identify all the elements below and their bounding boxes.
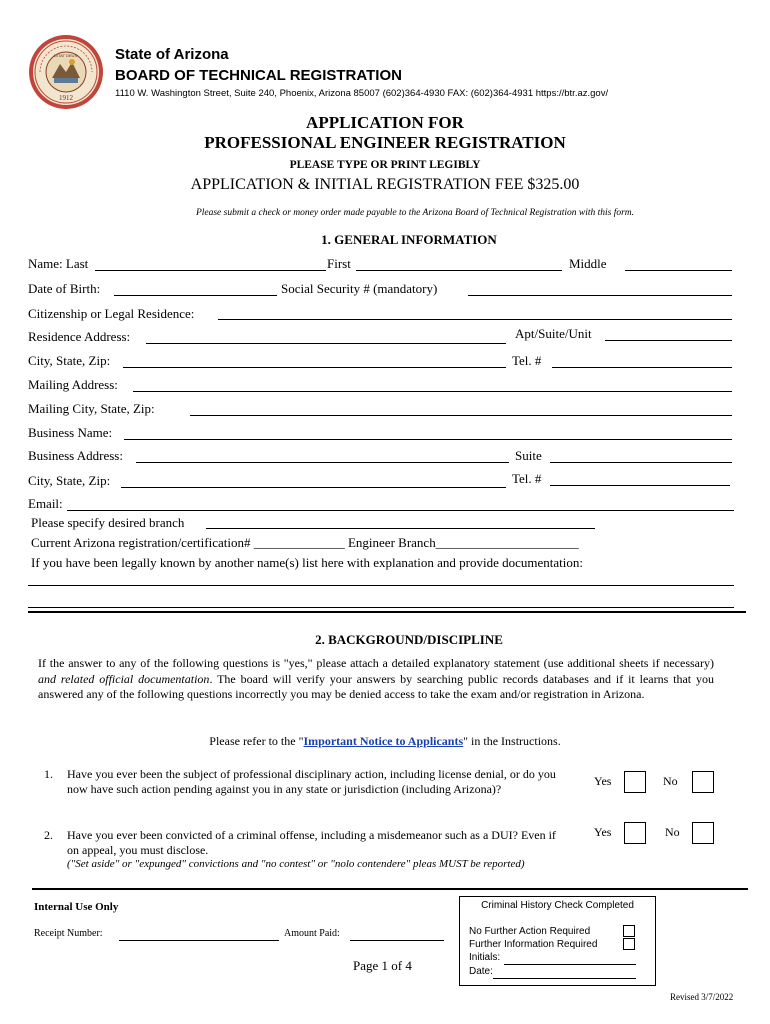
criminal-history-title: Criminal History Check Completed	[481, 900, 634, 911]
other-names-label: If you have been legally known by another name(s) list here with explanation and provide documentation:	[31, 555, 583, 570]
amount-field[interactable]	[350, 940, 444, 941]
section-divider	[28, 611, 746, 613]
form-title-line1: APPLICATION FOR	[306, 113, 464, 132]
question2-text: Have you ever been convicted of a criminal offense, including a misdemeanor such as a DUI? Even if on appeal, you must disclose.	[67, 828, 556, 857]
citizenship-field[interactable]	[218, 319, 732, 320]
mailing-city-label: Mailing City, State, Zip:	[28, 401, 155, 416]
email-label: Email:	[28, 496, 63, 511]
initials-label: Initials:	[469, 952, 501, 963]
important-notice-link[interactable]: Important Notice to Applicants	[303, 734, 464, 748]
business-address-label: Business Address:	[28, 448, 123, 463]
board-address: 1110 W. Washington Street, Suite 240, Phoenix, Arizona 85007 (602)364-4930 FAX: (602)364-4931 https://btr.az.gov/	[115, 88, 609, 99]
page-number: Page 1 of 4	[353, 958, 412, 973]
date-field[interactable]	[493, 978, 636, 979]
apt-label: Apt/Suite/Unit	[515, 326, 592, 341]
question1-number: 1.	[44, 767, 53, 781]
name-last-label: Name: Last	[28, 256, 89, 271]
question1-text: Have you ever been the subject of professional disciplinary action, including license denial, or do you now have such action pending against you in any state or jurisdiction (including Arizona)?	[67, 767, 556, 796]
receipt-field[interactable]	[119, 940, 279, 941]
question2-note: ("Set aside" or "expunged" convictions and "no contest" or "nolo contendere" pleas MUST be reported)	[67, 858, 525, 870]
internal-divider	[32, 888, 748, 890]
first-field[interactable]	[356, 270, 562, 271]
question2-no-label: No	[665, 825, 680, 839]
question2-number: 2.	[44, 828, 53, 842]
branch-field[interactable]	[206, 528, 595, 529]
mailing-field[interactable]	[133, 391, 732, 392]
question2-no-checkbox[interactable]	[692, 822, 714, 844]
receipt-label: Receipt Number:	[34, 928, 103, 939]
section2-heading: 2. BACKGROUND/DISCIPLINE	[315, 632, 503, 647]
question1-yes-label: Yes	[594, 774, 612, 788]
initials-field[interactable]	[504, 964, 636, 965]
question2-yes-label: Yes	[594, 825, 612, 839]
name-last-field[interactable]	[95, 270, 326, 271]
first-label: First	[327, 256, 351, 271]
business-name-label: Business Name:	[28, 425, 113, 440]
other-names-field-2[interactable]	[28, 607, 734, 608]
email-field[interactable]	[67, 510, 734, 511]
current-registration-line[interactable]: Current Arizona registration/certification# ______________ Engineer Branch______________________	[31, 535, 579, 550]
citizenship-label: Citizenship or Legal Residence:	[28, 306, 195, 321]
further-label: Further Information Required	[469, 939, 598, 950]
residence-label: Residence Address:	[28, 329, 131, 344]
revised-date: Revised 3/7/2022	[670, 992, 734, 1002]
submit-note: Please submit a check or money order made payable to the Arizona Board of Technical Registration with this form.	[195, 208, 635, 218]
tel2-field[interactable]	[550, 485, 730, 486]
question1-no-label: No	[663, 774, 678, 788]
city1-field[interactable]	[123, 367, 506, 368]
city2-field[interactable]	[121, 487, 506, 488]
ssn-label: Social Security # (mandatory)	[281, 281, 438, 296]
suite-field[interactable]	[550, 462, 732, 463]
please-type-note: PLEASE TYPE OR PRINT LEGIBLY	[289, 159, 481, 171]
apt-field[interactable]	[605, 340, 732, 341]
further-checkbox[interactable]	[623, 938, 635, 950]
suite-label: Suite	[515, 448, 542, 463]
internal-use-title: Internal Use Only	[34, 901, 119, 913]
business-address-field[interactable]	[136, 462, 509, 463]
date-label: Date:	[469, 966, 493, 977]
mailing-city-field[interactable]	[190, 415, 732, 416]
question2-yes-checkbox[interactable]	[624, 822, 646, 844]
ssn-field[interactable]	[468, 295, 732, 296]
tel1-label: Tel. #	[512, 353, 542, 368]
mailing-label: Mailing Address:	[28, 377, 118, 392]
middle-field[interactable]	[625, 270, 732, 271]
question1-yes-checkbox[interactable]	[624, 771, 646, 793]
fee-line: APPLICATION & INITIAL REGISTRATION FEE $325.00	[190, 176, 580, 193]
amount-label: Amount Paid:	[284, 928, 340, 939]
tel1-field[interactable]	[552, 367, 732, 368]
other-names-field-1[interactable]	[28, 585, 734, 586]
no-further-label: No Further Action Required	[469, 926, 591, 937]
dob-field[interactable]	[114, 295, 277, 296]
seal-year: 1912	[59, 94, 73, 102]
form-title-line2: PROFESSIONAL ENGINEER REGISTRATION	[204, 133, 566, 152]
criminal-history-box	[459, 896, 656, 986]
refer-line: Please refer to the "Important Notice to Applicants" in the Instructions.	[209, 734, 561, 748]
tel2-label: Tel. #	[512, 471, 542, 486]
arizona-seal-logo	[28, 34, 104, 110]
no-further-checkbox[interactable]	[623, 925, 635, 937]
city2-label: City, State, Zip:	[28, 473, 111, 488]
section2-intro: If the answer to any of the following questions is "yes," please attach a detailed explanatory statement (use additional sheets if necessary) and related official documentation. The board will verify your answers by searching public records databases and if it learns that you answered any of the following questions incorrectly you may be denied access to take the exam and/or registration in Arizona.	[38, 656, 714, 701]
city1-label: City, State, Zip:	[28, 353, 111, 368]
section1-heading: 1. GENERAL INFORMATION	[321, 232, 497, 247]
branch-label: Please specify desired branch	[31, 515, 185, 530]
dob-label: Date of Birth:	[28, 281, 101, 296]
state-name: State of Arizona	[115, 46, 229, 63]
residence-field[interactable]	[146, 343, 506, 344]
seal-motto: DITAT DEUS	[54, 53, 78, 58]
middle-label: Middle	[569, 256, 607, 271]
board-name: BOARD OF TECHNICAL REGISTRATION	[115, 67, 402, 84]
business-name-field[interactable]	[124, 439, 732, 440]
question1-no-checkbox[interactable]	[692, 771, 714, 793]
